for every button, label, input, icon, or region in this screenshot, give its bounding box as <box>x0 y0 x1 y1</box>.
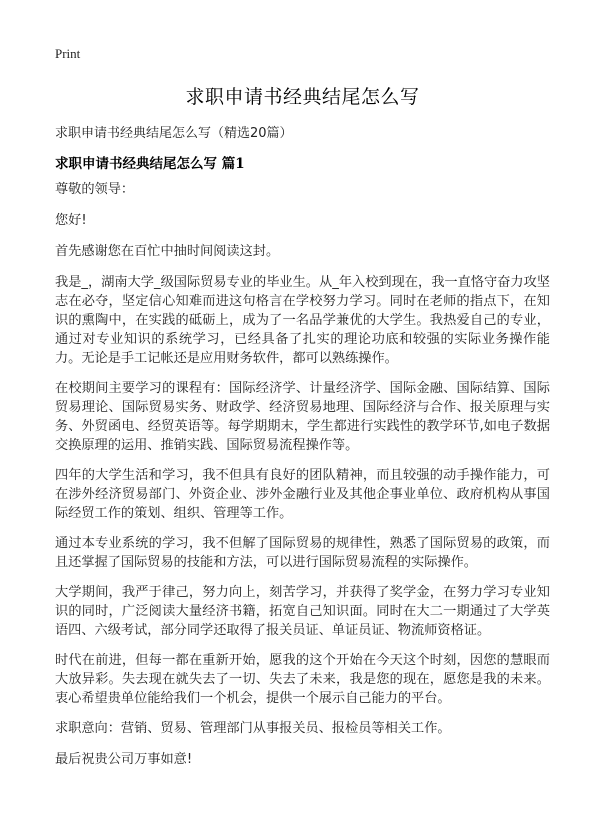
paragraph-closing: 时代在前进，但每一都在重新开始，愿我的这个开始在今天这个时刻，因您的慧眼而大放异彩。失去现在就失去了一切、失去了未来，我是您的现在，愿您是我的未来。衷心希望贵单位能给我们一个机会，提供一个展示自己能力的平台。 <box>55 653 550 706</box>
print-label: Print <box>55 46 81 61</box>
paragraph-achievements: 大学期间，我严于律己，努力向上，刻苦学习，并获得了奖学金，在努力学习专业知识的同时，广泛阅读大量经济书籍，拓宽自己知识面。同时在大二一期通过了大学英语四、六级考试，部分同学还取得了报关员证、单证员证、物流师资格证。 <box>55 585 550 638</box>
paragraph-intro: 我是_，湖南大学_级国际贸易专业的毕业生。从_年入校到现在，我一直恪守奋力攻坚志在必夺，坚定信心知难而进这句格言在学校努力学习。同时在老师的指点下，在知识的熏陶中，在实践的砥砺上，成为了一名品学兼优的大学生。我热爱自己的专业，通过对专业知识的系统学习，已经具备了扎实的理论功底和较强的实际业务操作能力。无论是手工记帐还是应用财务软件，都可以熟练操作。 <box>55 275 550 366</box>
paragraph-job-intent: 求职意向：营销、贸易、管理部门从事报关员、报检员等相关工作。 <box>55 721 451 736</box>
paragraph-courses: 在校期间主要学习的课程有：国际经济学、计量经济学、国际金融、国际结算、国际贸易理论、国际贸易实务、财政学、经济贸易地理、国际经济与合作、报关原理与实务、外贸函电、经贸英语等。每学期期末，学生都进行实践性的教学环节,如电子数据交换原理的运用、推销实践、国际贸易流程操作等。 <box>55 381 550 453</box>
paragraph-thanks: 首先感谢您在百忙中抽时间阅读这封。 <box>55 244 280 259</box>
section-heading: 求职申请书经典结尾怎么写 篇1 <box>55 156 245 172</box>
greeting: 您好! <box>55 213 87 228</box>
document-title: 求职申请书经典结尾怎么写 <box>185 86 420 108</box>
paragraph-abilities: 四年的大学生活和学习，我不但具有良好的团队精神，而且较强的动手操作能力，可在涉外经济贸易部门、外资企业、涉外金融行业及其他企事业单位、政府机构从事国际经贸工作的策划、组织、管理等工作。 <box>55 468 550 521</box>
document-body <box>55 180 550 781</box>
paragraph-wishes: 最后祝贵公司万事如意! <box>55 752 193 767</box>
paragraph-knowledge: 通过本专业系统的学习，我不但解了国际贸易的规律性，熟悉了国际贸易的政策，而且还掌握了国际贸易的技能和方法，可以进行国际贸易流程的实际操作。 <box>55 536 550 570</box>
document-subtitle: 求职申请书经典结尾怎么写（精选20篇） <box>55 126 293 141</box>
salutation: 尊敬的领导： <box>55 182 135 197</box>
